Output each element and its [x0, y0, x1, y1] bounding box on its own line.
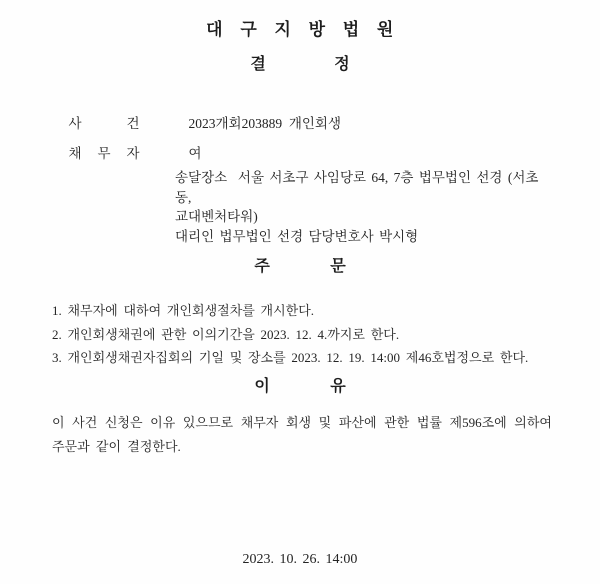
order-item-1: 1. 채무자에 대하여 개인회생절차를 개시한다.: [52, 303, 315, 318]
order-item-2: 2. 개인회생채권에 관한 이의기간을 2023. 12. 4.까지로 한다.: [52, 326, 400, 342]
order-list: [52, 299, 557, 370]
service-address-line-2: 교대벤처타워): [175, 209, 258, 224]
court-name-heading: 대 구 지 방 법 원: [206, 20, 394, 39]
debtor-value: 여: [188, 146, 202, 161]
order-section-heading: 주 문: [254, 258, 346, 275]
service-address-line-1: 송달장소 서울 서초구 사임당로 64, 7층 법무법인 선경 (서초동,: [175, 170, 539, 205]
reason-section-heading: 이 유: [254, 378, 346, 395]
decision-datetime: 2023. 10. 26. 14:00: [242, 552, 358, 567]
service-address-block: [175, 168, 553, 246]
case-label: 사 건: [68, 116, 140, 131]
document-type-heading: 결 정: [250, 56, 350, 73]
representative-line: 대리인 법무법인 선경 담당변호사 박시형: [175, 228, 419, 244]
case-value: 2023개회203889 개인회생: [188, 116, 341, 131]
order-item-3: 3. 개인회생채권자집회의 기일 및 장소를 2023. 12. 19. 14:00 제46호법정으로 한다.: [52, 350, 529, 365]
debtor-label: 채 무 자: [68, 146, 140, 161]
reason-text: 이 사건 신청은 이유 있으므로 채무자 회생 및 파산에 관한 법률 제596조에 의하여 주문과 같이 결정한다.: [52, 415, 552, 454]
